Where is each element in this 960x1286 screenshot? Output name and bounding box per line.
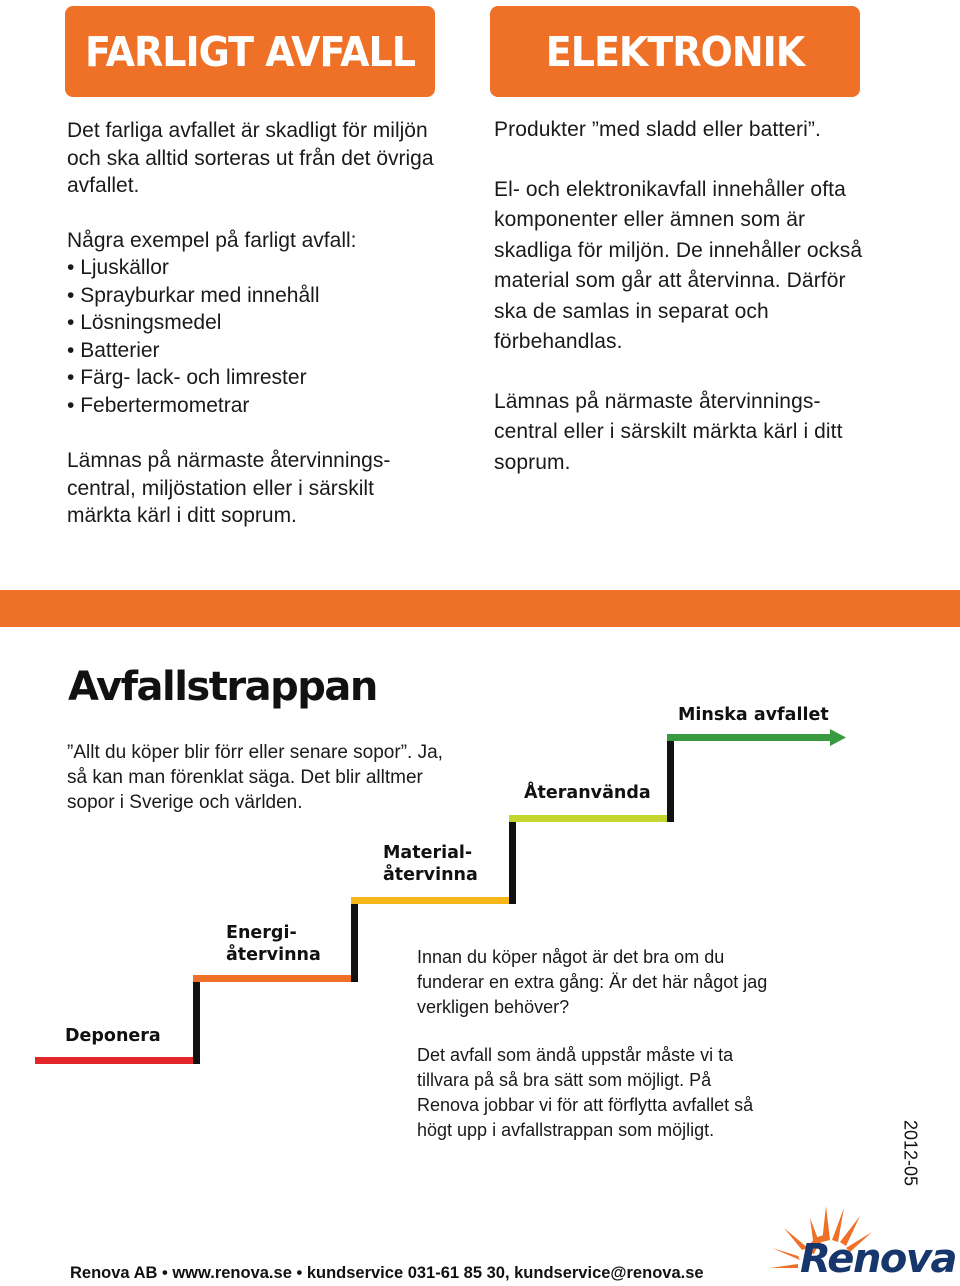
list-item: • Ljuskällor [67, 254, 437, 282]
advice-paragraph-1: Innan du köper något är det bra om du funderar en extra gång: Är det här något jag verkligen behöver? [417, 947, 768, 1017]
step-label-minska-avfallet: Minska avfallet [678, 705, 829, 725]
farligt-avfall-header-text: FARLIGT AVFALL [85, 27, 415, 76]
step-minska-avfallet [667, 729, 846, 746]
advice-section [417, 945, 777, 1143]
list-item: • Färg- lack- och limrester [67, 364, 437, 392]
publication-date [880, 1118, 940, 1188]
elektronik-p1: Produkter ”med sladd eller batteri”. [494, 118, 821, 141]
arrow-icon [830, 729, 846, 746]
avfallstrappan-title: Avfallstrappan [68, 664, 377, 710]
list-item: • Lösningsmedel [67, 309, 437, 337]
step-ateranvanda [509, 738, 674, 822]
step-label-ateranvanda: Återanvända [524, 783, 651, 803]
footer-contact: Renova AB • www.renova.se • kundservice 031-61 85 30, kundservice@renova.se [70, 1264, 704, 1282]
publication-date-text: 2012-05 [900, 1119, 921, 1187]
farligt-avfall-disposal: Lämnas på närmaste återvinnings-central, miljöstation eller i särskilt märkta kärl i ditt soprum. [67, 449, 391, 527]
step-label-materialatervinna: Material- återvinna [383, 843, 478, 885]
advice-paragraph-2: Det avfall som ändå uppstår måste vi ta tillvara på så bra sätt som möjligt. På Renova jobbar vi för att förflytta avfallet så högt upp i avfallstrappan som möjligt. [417, 1045, 754, 1140]
list-item: • Batterier [67, 337, 437, 365]
avfallstrappan-quote: ”Allt du köper blir förr eller senare sopor”. Ja, så kan man förenklat säga. Det blir alltmer sopor i Sverige och världen. [67, 742, 443, 813]
renova-logo [762, 1198, 956, 1286]
farligt-avfall-intro: Det farliga avfallet är skadligt för miljön och ska alltid sorteras ut från det övriga avfallet. [67, 119, 434, 197]
renova-logo-text: Renova [800, 1236, 956, 1282]
list-item: • Febertermometrar [67, 392, 437, 420]
list-item: • Sprayburkar med innehåll [67, 282, 437, 310]
elektronik-header-text: ELEKTRONIK [545, 27, 805, 76]
examples-lead: Några exempel på farligt avfall: [67, 228, 357, 252]
elektronik-p3: Lämnas på närmaste återvinnings-central eller i särskilt märkta kärl i ditt soprum. [494, 389, 843, 474]
step-deponera [35, 980, 200, 1064]
elektronik-p2: El- och elektronikavfall innehåller ofta komponenter eller ämnen som är skadliga för miljön. De innehåller också material som går att återvinna. Därför ska de samlas in separat och förbehandlas. [494, 177, 863, 353]
step-label-energiatervinna: Energi- återvinna [226, 923, 321, 965]
step-label-deponera: Deponera [65, 1026, 161, 1046]
